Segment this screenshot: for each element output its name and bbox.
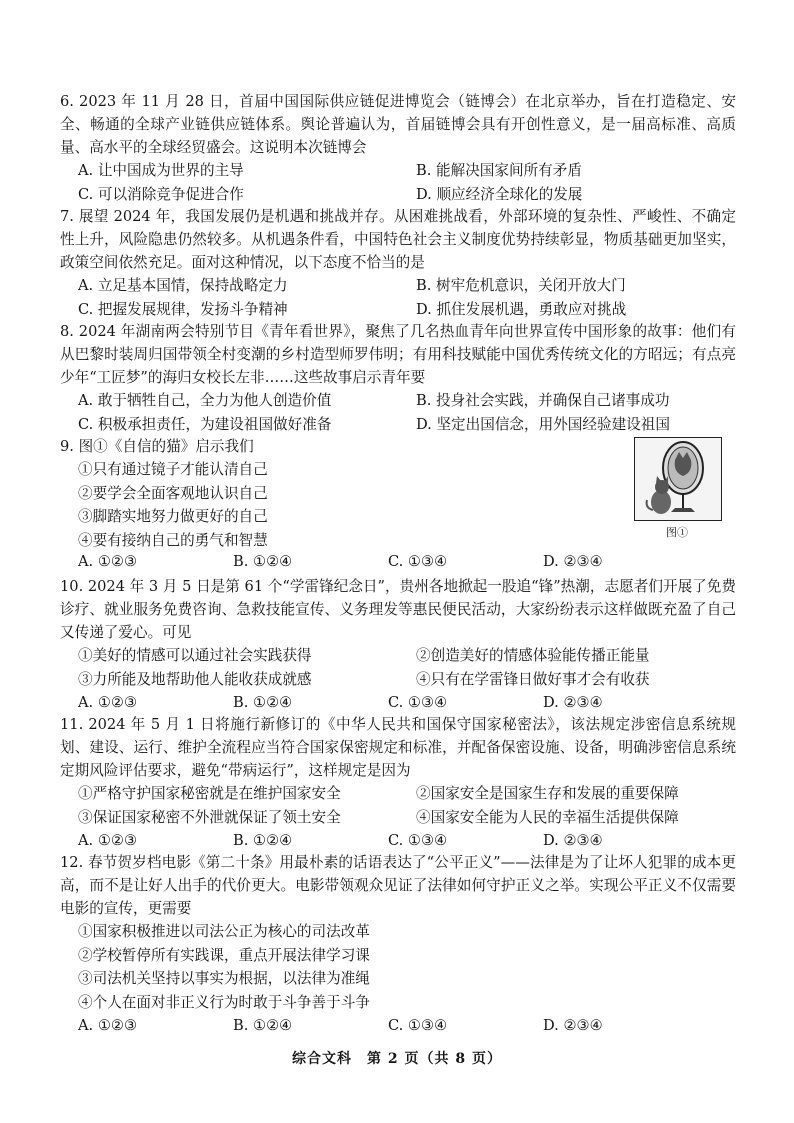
statement-3: ③司法机关坚持以事实为根据，以法律为准绳: [78, 970, 370, 987]
statement-3: ③保证国家秘密不外泄就保证了领土安全: [78, 808, 341, 826]
figure-caption: 图①: [666, 526, 688, 539]
question-11-options: [60, 829, 736, 853]
option-c: C. ①③④: [388, 832, 448, 849]
statement-4: ④只有在学雷锋日做好事才会有收获: [416, 670, 650, 688]
option-a: A. 立足基本国情，保持战略定力: [78, 277, 288, 294]
option-a: A. ①②③: [78, 553, 138, 570]
question-10: [60, 575, 736, 715]
statement-1: ①严格守护国家秘密就是在维护国家安全: [78, 785, 341, 802]
option-a: A. 敢于牺牲自己，全力为他人创造价值: [78, 392, 332, 409]
option-c: C. ①③④: [388, 1017, 448, 1034]
page-footer: 综合文科 第 2 页（共 8 页）: [292, 1051, 502, 1067]
option-d: D. 顺应经济全球化的发展: [416, 185, 583, 203]
statement-2: ②要学会全面客观地认识自己: [78, 484, 268, 502]
option-b: B. ①②④: [233, 694, 293, 711]
option-d: D. ②③④: [543, 694, 603, 711]
question-9-stem: 9. 图①《自信的猫》启示我们: [60, 438, 254, 455]
statement-1: ①美好的情感可以通过社会实践获得: [78, 647, 312, 664]
option-c: C. 可以消除竞争促进合作: [78, 185, 244, 203]
option-c: C. ①③④: [388, 553, 448, 570]
option-d: D. ②③④: [543, 1017, 603, 1034]
question-10-options: [60, 691, 736, 715]
option-a: A. ①②③: [78, 832, 138, 849]
option-d: D. 抓住发展机遇，勇敢应对挑战: [416, 300, 627, 318]
option-c: C. ①③④: [388, 694, 448, 711]
statement-4: ④要有接纳自己的勇气和智慧: [78, 531, 268, 549]
cat-mirror-illustration: [635, 438, 721, 520]
option-c: C. 积极承担责任，为建设祖国做好准备: [78, 415, 332, 433]
question-9: [60, 435, 620, 552]
question-12: [60, 851, 736, 1038]
option-b: B. 树牢危机意识，关闭开放大门: [416, 277, 626, 294]
statement-2: ②国家安全是国家生存和发展的重要保障: [416, 785, 679, 802]
question-6: [60, 90, 736, 206]
question-9-statements: [60, 458, 620, 552]
option-a: A. ①②③: [78, 694, 138, 711]
option-b: B. 能解决国家间所有矛盾: [416, 162, 582, 179]
question-9-options: [60, 550, 736, 574]
statement-2: ②学校暂停所有实践课，重点开展法律学习课: [78, 946, 370, 964]
question-7-stem: 7. 展望 2024 年，我国发展仍是机遇和挑战并存。从困难挑战看，外部环境的复杂性、严峻性、不确定性上升，风险隐患仍然较多。从机遇条件看，中国特色社会主义制度优势持续彰显，物质基础更加坚实，政策空间依然充足。面对这种情况，以下态度不恰当的是: [60, 208, 736, 271]
statement-3: ③力所能及地帮助他人能收获成就感: [78, 670, 312, 688]
question-7-options: [60, 274, 736, 321]
question-10-stem: 10. 2024 年 3 月 5 日是第 61 个“学雷锋纪念日”，贵州各地掀起一股追“锋”热潮，志愿者们开展了免费诊疗、就业服务免费咨询、急救技能宣传、义务理发等惠民便民活动，大家纷纷表示这样做既充盈了自己又传递了爱心。可见: [60, 578, 736, 641]
question-11-stem: 11. 2024 年 5 月 1 日将施行新修订的《中华人民共和国保守国家秘密法》，该法规定涉密信息系统规划、建设、运行、维护全流程应当符合国家保密规定和标准，并配备保密设施、设备，明确涉密信息系统定期风险评估要求，避免“带病运行”，这样规定是因为: [60, 716, 736, 779]
statement-1: ①国家积极推进以司法公正为核心的司法改革: [78, 923, 370, 940]
option-d: D. ②③④: [543, 832, 603, 849]
question-12-stem: 12. 春节贺岁档电影《第二十条》用最朴素的话语表达了“公平正义”——法律是为了让坏人犯罪的成本更高，而不是让好人出手的代价更大。电影带领观众见证了法律如何守护正义之举。实现公平正义不仅需要电影的宣传，更需要: [60, 854, 736, 917]
question-9-options-row: [60, 550, 736, 574]
statement-4: ④国家安全能为人民的幸福生活提供保障: [416, 808, 679, 826]
option-b: B. 投身社会实践，并确保自己诸事成功: [416, 392, 670, 409]
option-a: A. 让中国成为世界的主导: [78, 162, 244, 179]
question-10-statements: [60, 644, 736, 691]
option-c: C. 把握发展规律，发扬斗争精神: [78, 300, 288, 318]
question-6-stem: 6. 2023 年 11 月 28 日，首届中国国际供应链促进博览会（链博会）在北京举办，旨在打造稳定、安全、畅通的全球产业链供应链体系。舆论普遍认为，首届链博会具有开创性意义，是一届高标准、高质量、高水平的全球经贸盛会。这说明本次链博会: [60, 93, 736, 156]
question-8-stem: 8. 2024 年湖南两会特别节目《青年看世界》，聚焦了几名热血青年向世界宣传中国形象的故事：他们有从巴黎时装周归国带领全村变潮的乡村造型师罗伟明；有用科技赋能中国优秀传统文化的方昭远；有点亮少年“工匠梦”的海归女校长左非……这些故事启示青年要: [60, 323, 736, 386]
question-11: [60, 713, 736, 853]
option-b: B. ①②④: [233, 1017, 293, 1034]
statement-4: ④个人在面对非正义行为时敢于斗争善于斗争: [78, 993, 370, 1011]
question-8-options: [60, 389, 736, 436]
question-12-statements: [60, 920, 736, 1014]
option-d: D. ②③④: [543, 553, 603, 570]
statement-2: ②创造美好的情感体验能传播正能量: [416, 647, 650, 664]
question-8: [60, 320, 736, 436]
question-6-options: [60, 159, 736, 206]
statement-3: ③脚踏实地努力做更好的自己: [78, 508, 268, 525]
option-b: B. ①②④: [233, 553, 293, 570]
statement-1: ①只有通过镜子才能认清自己: [78, 461, 268, 478]
option-b: B. ①②④: [233, 832, 293, 849]
question-12-options: [60, 1014, 736, 1038]
question-7: [60, 205, 736, 321]
option-d: D. 坚定出国信念，用外国经验建设祖国: [416, 415, 670, 433]
option-a: A. ①②③: [78, 1017, 138, 1034]
question-11-statements: [60, 782, 736, 829]
confident-cat-figure: [634, 437, 722, 521]
